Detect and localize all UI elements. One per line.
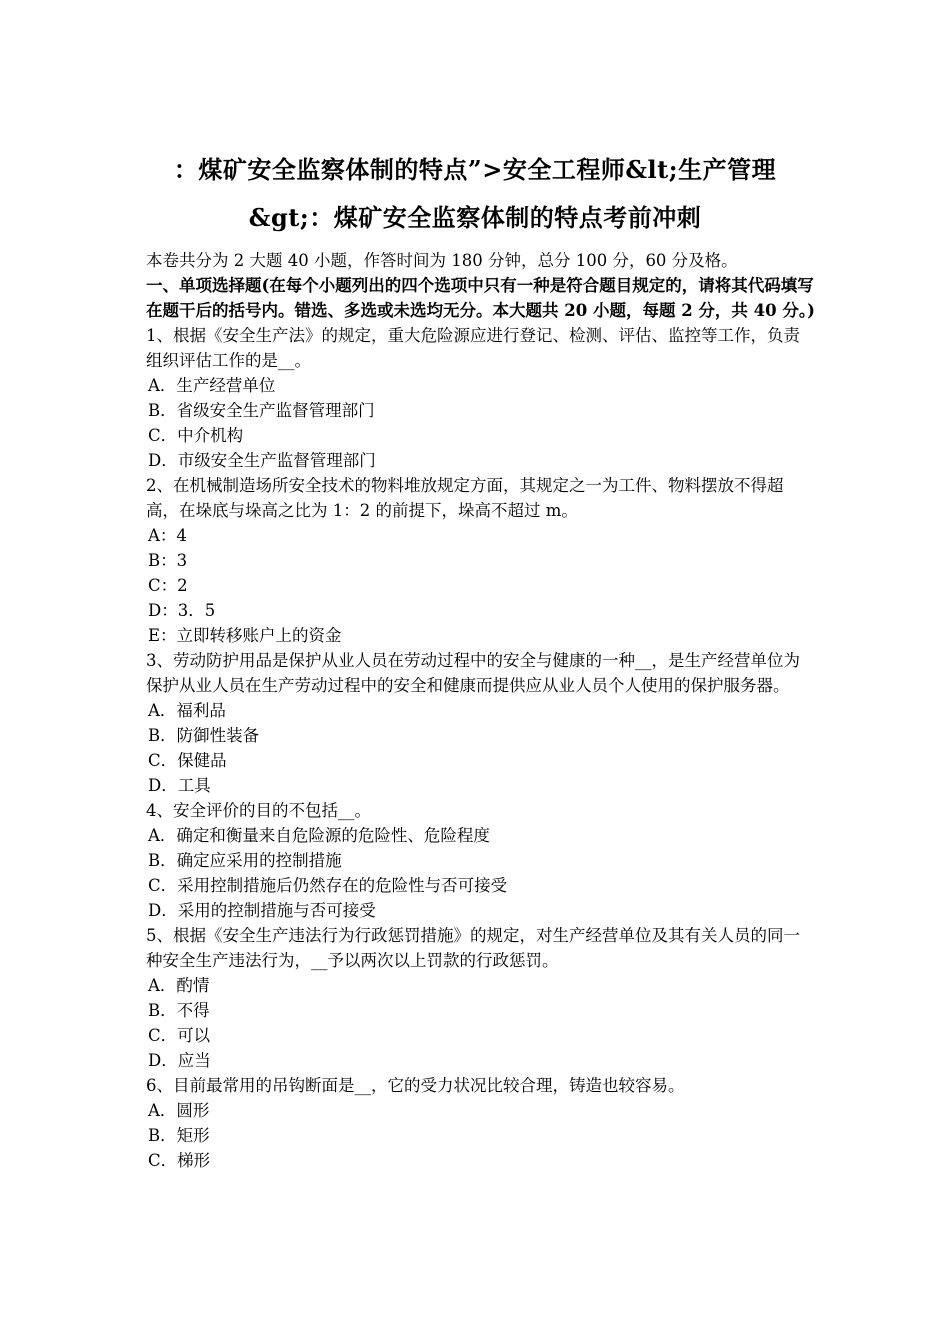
question-2 bbox=[146, 473, 816, 648]
exam-intro: 本卷共分为 2 大题 40 小题，作答时间为 180 分钟，总分 100 分，60 分及格。 bbox=[146, 251, 738, 270]
question-6 bbox=[146, 1073, 816, 1173]
question-option: B．不得 bbox=[148, 1001, 210, 1020]
question-option: B：3 bbox=[148, 551, 188, 570]
question-option: C．保健品 bbox=[148, 751, 227, 770]
document-title-line-2: &gt;：煤矿安全监察体制的特点考前冲刺 bbox=[248, 203, 702, 232]
question-option: A．酌情 bbox=[148, 976, 210, 995]
question-option: A：4 bbox=[148, 526, 187, 545]
question-text: 1、根据《安全生产法》的规定，重大危险源应进行登记、检测、评估、监控等工作，负责组织评估工作的是__。 bbox=[146, 326, 800, 370]
question-option: D：3．5 bbox=[148, 601, 216, 620]
question-option: C．中介机构 bbox=[148, 426, 244, 445]
document-title-line-1: ：煤矿安全监察体制的特点”>安全工程师&lt;生产管理 bbox=[173, 155, 777, 184]
question-option: B．确定应采用的控制措施 bbox=[148, 851, 342, 870]
question-text: 2、在机械制造场所安全技术的物料堆放规定方面，其规定之一为工件、物料摆放不得超高，在垛底与垛高之比为 1：2 的前提下，垛高不超过 m。 bbox=[146, 476, 784, 520]
question-option: D．工具 bbox=[148, 776, 211, 795]
section-heading: 一、单项选择题(在每个小题列出的四个选项中只有一种是符合题目规定的，请将其代码填写在题干后的括号内。错选、多选或未选均无分。本大题共 20 小题，每题 2 分，共 40 分。) bbox=[146, 276, 815, 320]
document-body bbox=[146, 248, 816, 1173]
question-option: C．可以 bbox=[148, 1026, 211, 1045]
question-option: D．应当 bbox=[148, 1051, 211, 1070]
question-4 bbox=[146, 798, 816, 923]
question-option: A．圆形 bbox=[148, 1101, 210, 1120]
question-text: 3、劳动防护用品是保护从业人员在劳动过程中的安全与健康的一种__，是生产经营单位为保护从业人员在生产劳动过程中的安全和健康而提供应从业人员个人使用的保护服务器。 bbox=[146, 651, 800, 695]
question-option: A．福利品 bbox=[148, 701, 226, 720]
question-option: D．采用的控制措施与否可接受 bbox=[148, 901, 376, 920]
question-option: B．省级安全生产监督管理部门 bbox=[148, 401, 375, 420]
question-option: A．生产经营单位 bbox=[148, 376, 276, 395]
question-text: 5、根据《安全生产违法行为行政惩罚措施》的规定，对生产经营单位及其有关人员的同一种安全生产违法行为，__予以两次以上罚款的行政惩罚。 bbox=[146, 926, 800, 970]
question-option: C．采用控制措施后仍然存在的危险性与否可接受 bbox=[148, 876, 508, 895]
question-text: 6、目前最常用的吊钩断面是__，它的受力状况比较合理，铸造也较容易。 bbox=[146, 1076, 685, 1095]
question-1 bbox=[146, 323, 816, 473]
question-option: D．市级安全生产监督管理部门 bbox=[148, 451, 376, 470]
question-text: 4、安全评价的目的不包括__。 bbox=[146, 801, 371, 820]
question-option: A．确定和衡量来自危险源的危险性、危险程度 bbox=[148, 826, 490, 845]
question-5 bbox=[146, 923, 816, 1073]
question-option: B．防御性装备 bbox=[148, 726, 260, 745]
question-option: C．梯形 bbox=[148, 1151, 211, 1170]
question-option: E：立即转移账户上的资金 bbox=[148, 626, 342, 645]
question-option: C：2 bbox=[148, 576, 188, 595]
question-option: B．矩形 bbox=[148, 1126, 210, 1145]
question-3 bbox=[146, 648, 816, 798]
